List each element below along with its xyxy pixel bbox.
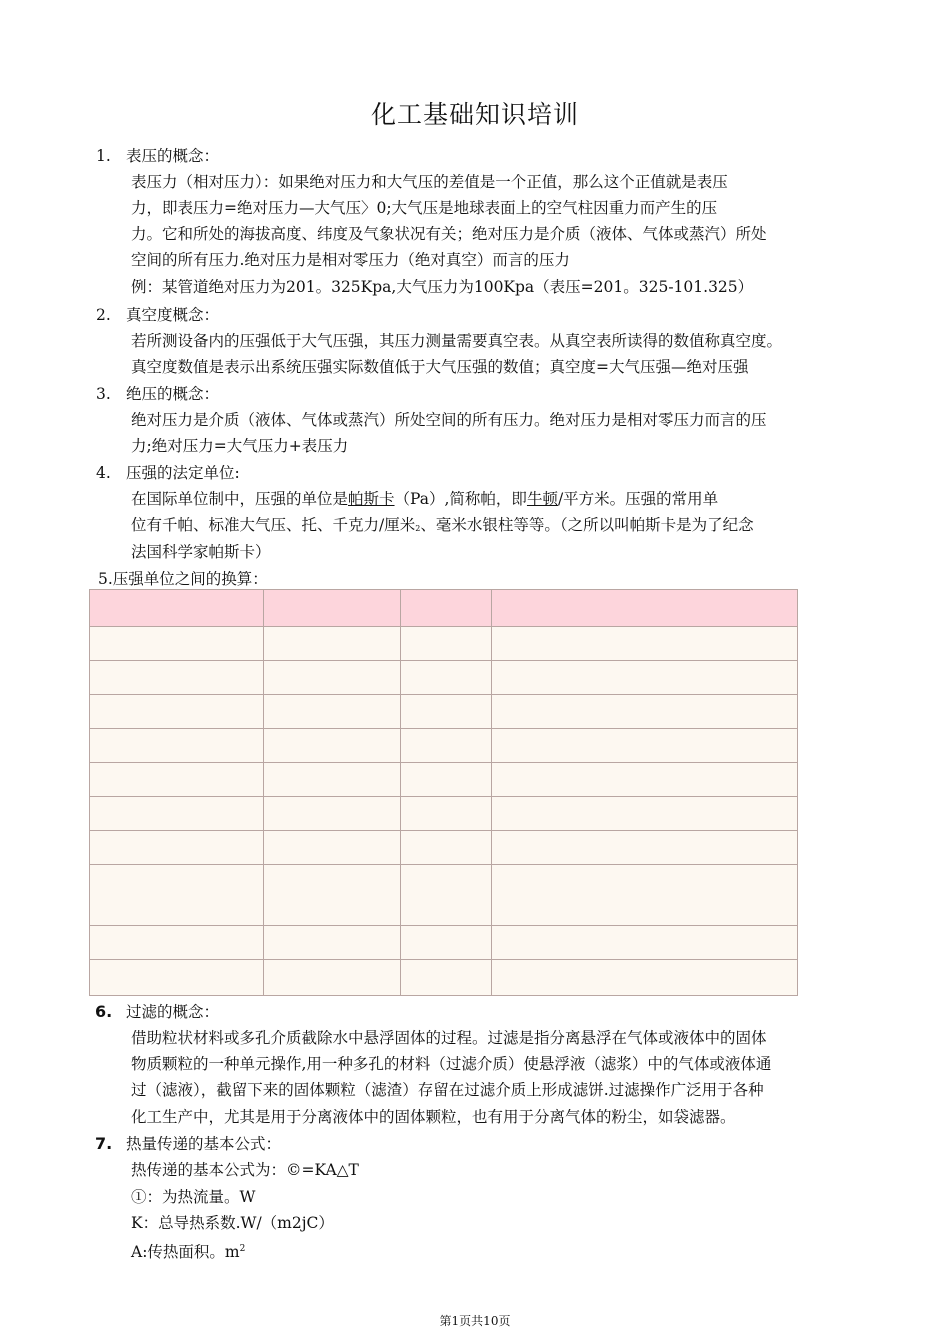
section-6-line-4: 化工生产中，尤其是用于分离液体中的固体颗粒，也有用于分离气体的粉尘，如袋滤器。 [131,1108,736,1126]
section-4-line-2-text-a: 位有千帕、标准大气压、托、千克力/厘米 [131,516,416,534]
section-4-line-2-text-b: 、毫米水银柱等等。（之所以叫帕斯卡是为了纪念 [420,516,754,534]
pressure-unit-table [89,589,798,996]
table-cell [90,865,264,926]
section-6-number: 6. [95,1002,113,1021]
section-7-line-3: K：总导热系数.W/（m2jC） [131,1214,334,1232]
table-row [90,865,798,926]
section-4-line-1 [131,489,718,509]
table-cell [492,627,798,661]
section-1-line-1: 表压力（相对压力）：如果绝对压力和大气压的差值是一个正值，那么这个正值就是表压 [131,173,728,191]
section-2-heading: 真空度概念： [126,306,220,324]
table-cell [264,797,401,831]
section-4-line-2 [131,515,754,539]
table-cell [492,763,798,797]
table-cell [264,695,401,729]
section-7-heading: 热量传递的基本公式： [126,1135,282,1153]
section-2-line-1: 若所测设备内的压强低于大气压强，其压力测量需要真空表。从真空表所读得的数值称真空度。 [131,332,783,350]
table-cell [401,763,492,797]
section-7-line-2: ①：为热流量。W [131,1188,256,1206]
table-cell [401,797,492,831]
table-cell [492,695,798,729]
section-1-heading: 表压的概念： [126,147,220,165]
table-row [90,763,798,797]
page-footer: 第1页共10页 [439,1314,511,1328]
section-4-number: 4. [96,464,111,482]
table-cell [90,627,264,661]
table-header-cell [90,590,264,627]
table-cell [401,695,492,729]
section-3-number: 3. [96,385,111,403]
section-1-line-2: 力，即表压力=绝对压力—大气压〉0;大气压是地球表面上的空气柱因重力而产生的压 [131,199,718,217]
table-cell [401,926,492,960]
table-cell [264,729,401,763]
section-2-number: 2. [96,306,111,324]
table-cell [90,729,264,763]
table-cell [264,865,401,926]
table-cell [90,797,264,831]
table-cell [492,729,798,763]
table-cell [90,831,264,865]
section-4-line-3: 法国科学家帕斯卡） [131,543,271,561]
table-row [90,695,798,729]
table-cell [401,960,492,996]
section-1-line-4: 空间的所有压力.绝对压力是相对零压力（绝对真空）而言的压力 [131,251,570,269]
table-header-cell [401,590,492,627]
section-6-line-2: 物质颗粒的一种单元操作,用一种多孔的材料（过滤介质）使悬浮液（滤浆）中的气体或液体通 [131,1055,772,1073]
table-cell [264,661,401,695]
newton-link[interactable]: 牛顿 [526,490,558,508]
table-row [90,627,798,661]
square-superscript: 2 [239,1244,246,1254]
table-cell [492,831,798,865]
table-cell [401,661,492,695]
section-6-line-3: 过（滤液），截留下来的固体颗粒（滤渣）存留在过滤介质上形成滤饼.过滤操作广泛用于各种 [131,1081,764,1099]
table-cell [264,926,401,960]
section-3-line-1: 绝对压力是介质（液体、气体或蒸汽）所处空间的所有压力。绝对压力是相对零压力而言的压 [131,411,767,429]
table-row [90,661,798,695]
table-row [90,729,798,763]
section-7-line-4 [131,1239,245,1262]
table-header-row [90,590,798,627]
square-subscript: 2 [415,524,421,533]
table-row [90,960,798,996]
section-6-heading: 过滤的概念： [126,1003,220,1021]
table-row [90,797,798,831]
section-1-line-5: 例：某管道绝对压力为201。325Kpa,大气压力为100Kpa（表压=201。325-101.325） [131,278,754,296]
section-2-line-2: 真空度数值是表示出系统压强实际数值低于大气压强的数值；真空度=大气压强—绝对压强 [131,358,749,376]
table-cell [90,695,264,729]
table-cell [492,926,798,960]
table-row [90,831,798,865]
table-cell [492,960,798,996]
table-cell [264,627,401,661]
table-cell [401,627,492,661]
table-cell [401,831,492,865]
table-cell [492,797,798,831]
table-cell [401,865,492,926]
pascal-link[interactable]: 帕斯卡 [348,490,395,508]
section-3-line-2: 力;绝对压力=大气压力+表压力 [131,437,349,455]
section-5-heading: 5.压强单位之间的换算： [98,570,268,588]
table-cell [90,763,264,797]
table-cell [492,865,798,926]
table-header-cell [492,590,798,627]
table-cell [90,661,264,695]
section-7-line-1: 热传递的基本公式为：©=KA△T [131,1161,359,1179]
section-1-number: 1. [96,147,111,165]
section-1-line-3: 力。它和所处的海拔高度、纬度及气象状况有关；绝对压力是介质（液体、气体或蒸汽）所处 [131,225,767,243]
section-4-line-1-text-a: 在国际单位制中，压强的单位是 [131,490,349,508]
table-row [90,926,798,960]
section-6-line-1: 借助粒状材料或多孔介质截除水中悬浮固体的过程。过滤是指分离悬浮在气体或液体中的固体 [131,1029,767,1047]
table-cell [401,729,492,763]
section-4-line-1-text-c: /平方米。压强的常用单 [557,490,719,508]
section-3-heading: 绝压的概念： [126,385,220,403]
table-header-cell [264,590,401,627]
table-cell [90,926,264,960]
table-cell [90,960,264,996]
table-cell [264,960,401,996]
section-7-number: 7. [95,1134,113,1153]
table-cell [264,831,401,865]
section-4-line-1-text-b: （Pa）,简称帕，即 [394,490,527,508]
page-title: 化工基础知识培训 [370,100,579,129]
table-cell [264,763,401,797]
section-7-line-4-text: A:传热面积。m [131,1243,240,1261]
section-4-heading: 压强的法定单位: [126,464,240,482]
table-cell [492,661,798,695]
